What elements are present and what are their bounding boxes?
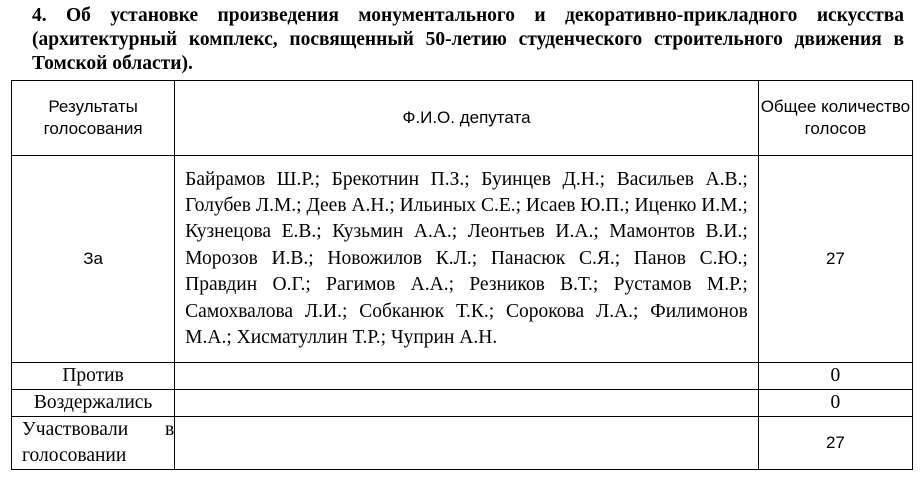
table-row-abstained bbox=[12, 390, 913, 417]
header-total-votes: Общее количество голосов bbox=[758, 81, 912, 156]
table-row-for bbox=[12, 156, 913, 363]
row-abstained-total: 0 bbox=[758, 390, 912, 417]
row-against-label: Против bbox=[12, 363, 175, 390]
row-for-total: 27 bbox=[758, 156, 912, 363]
table-row-participated bbox=[12, 417, 913, 470]
row-for-names: Байрамов Ш.Р.; Брекотнин П.З.; Буинцев Д.Н.; Васильев А.В.; Голубев Л.М.; Деев А.Н.; Ильиных С.Е.; Исаев Ю.П.; Иценко И.М.; Кузнецова Е.В.; Кузьмин А.А.; Леонтьев И.А.; Мамонтов В.И.; Морозов И.В.; Новожилов К.Л.; Панасюк С.Я.; Панов С.Ю.; Правдин О.Г.; Рагимов А.А.; Резников В.Т.; Рустамов М.Р.; Самохвалова Л.И.; Собканюк Т.К.; Сорокова Л.А.; Филимонов М.А.; Хисматуллин Т.Р.; Чуприн А.Н. bbox=[175, 156, 759, 363]
row-against-total: 0 bbox=[758, 363, 912, 390]
voting-results-table bbox=[11, 80, 913, 470]
table-row-against bbox=[12, 363, 913, 390]
row-participated-label: Участвовали в голосовании bbox=[12, 417, 175, 470]
table-header-row bbox=[12, 81, 913, 156]
agenda-item-heading bbox=[32, 4, 904, 76]
agenda-item-title: Об установке произведения монументального и декоративно-прикладного искусства (архитектурный комплекс, посвященный 50-летию студенческого строительного движения в Томской области). bbox=[32, 5, 904, 74]
row-against-names bbox=[175, 363, 759, 390]
header-deputy-name: Ф.И.О. депутата bbox=[175, 81, 759, 156]
row-abstained-names bbox=[175, 390, 759, 417]
agenda-item-number: 4. bbox=[32, 5, 47, 26]
header-results: Результаты голосования bbox=[12, 81, 175, 156]
row-participated-names bbox=[175, 417, 759, 470]
row-for-label: За bbox=[12, 156, 175, 363]
row-participated-total: 27 bbox=[758, 417, 912, 470]
row-abstained-label: Воздержались bbox=[12, 390, 175, 417]
